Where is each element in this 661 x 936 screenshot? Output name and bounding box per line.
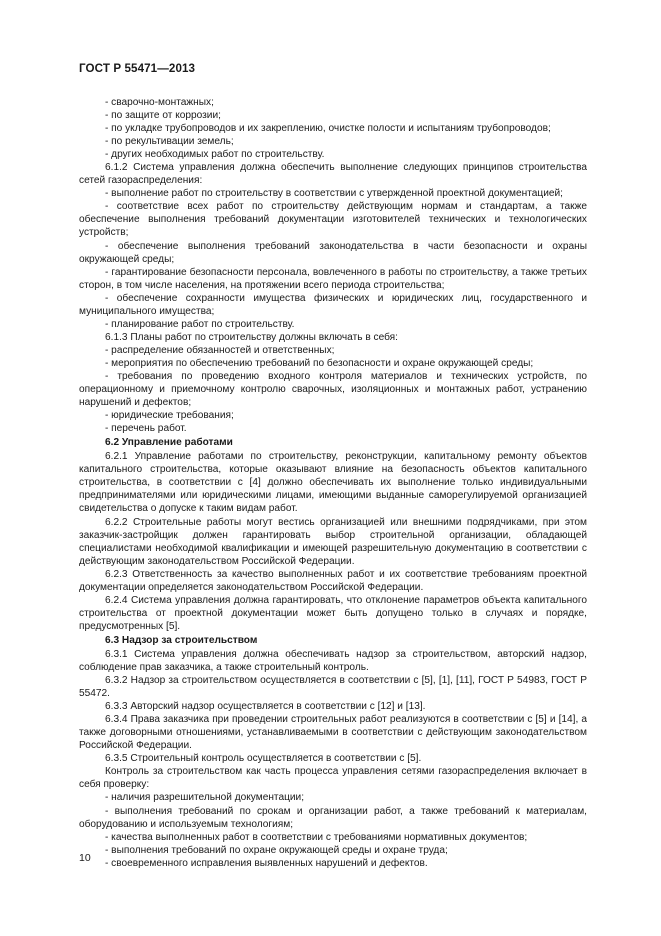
document-body (79, 96, 587, 870)
list-item: - по защите от коррозии; (105, 110, 221, 122)
paragraph: Контроль за строительством как часть процесса управления сетями газораспределения включает в себя проверку: (79, 766, 587, 791)
paragraph: 6.2.1 Управление работами по строительству, реконструкции, капитальному ремонту объектов капитального строительства, которые оказывают влияние на безопасность объектов капитального строительства, в соответствии с [4] должно обеспечивать их выполнение только индивидуальными предпринимателями или юридическими лицами, имеющими выданные саморегулируемой организацией свидетельства о допуске к таким видам работ. (79, 451, 587, 515)
list-item: - выполнения требований по срокам и организации работ, а также требований к материалам, оборудованию и используемым технологиям; (79, 805, 587, 830)
paragraph: 6.3.5 Строительный контроль осуществляется в соответствии с [5]. (105, 753, 422, 765)
list-item: - обеспечение выполнения требований законодательства в части безопасности и охраны окружающей среды; (79, 240, 587, 265)
list-item: - соответствие всех работ по строительству действующим нормам и стандартам, а также обеспечение выполнения требований документации изготовителей технических и технологических устройств; (79, 201, 587, 239)
list-item: - перечень работ. (105, 423, 187, 435)
list-item: - распределение обязанностей и ответственных; (105, 344, 335, 356)
document-header: ГОСТ Р 55471—2013 (79, 62, 196, 75)
list-item: - по рекультивации земель; (105, 136, 234, 148)
list-item: - наличия разрешительной документации; (105, 792, 305, 804)
list-item: - выполнение работ по строительству в соответствии с утвержденной проектной документацией; (105, 188, 563, 200)
paragraph: 6.2.4 Система управления должна гарантировать, что отклонение параметров объекта капитального строительства от проектной документации может быть допущено только в случаях и порядке, предусмотренных [5]. (79, 594, 587, 632)
paragraph: 6.3.2 Надзор за строительством осуществляется в соответствии с [5], [1], [11], ГОСТ Р 54983, ГОСТ Р 55472. (79, 675, 587, 700)
paragraph: 6.2.3 Ответственность за качество выполненных работ и их соответствие требованиям проектной документации определяется законодательством Российской Федерации. (79, 568, 587, 593)
list-item: - обеспечение сохранности имущества физических и юридических лиц, государственного и муниципального имущества; (79, 292, 587, 317)
list-item: - выполнения требований по охране окружающей среды и охране труда; (105, 844, 448, 856)
list-item: - качества выполненных работ в соответствии с требованиями нормативных документов; (105, 831, 528, 843)
paragraph: 6.1.2 Система управления должна обеспечить выполнение следующих принципов строительства сетей газораспределения: (79, 162, 587, 187)
list-item: - по укладке трубопроводов и их закреплению, очистке полости и испытаниям трубопроводов; (105, 123, 551, 135)
paragraph: 6.3.4 Права заказчика при проведении строительных работ реализуются в соответствии с [5] и [14], а также договорными отношениями, устанавливаемыми в соответствии с действующим законодательством Российской Федерации. (79, 714, 587, 752)
paragraph: 6.2.2 Строительные работы могут вестись организацией или внешними подрядчиками, при этом заказчик-застройщик должен гарантировать выбор строительной организации, обладающей специалистами необходимой квалификации и имеющей разрешительную документацию в соответствии с действующим законодательством Российской Федерации. (79, 516, 587, 567)
list-item: - других необходимых работ по строительству. (105, 149, 325, 161)
paragraph: 6.3.3 Авторский надзор осуществляется в соответствии с [12] и [13]. (105, 701, 426, 713)
section-heading: 6.3 Надзор за строительством (105, 634, 258, 646)
list-item: - требования по проведению входного контроля материалов и технических устройств, по операционному и приемочному контролю сварочных, изоляционных и монтажных работ, устранению нарушений и дефектов; (79, 370, 587, 409)
list-item: - сварочно-монтажных; (105, 97, 214, 108)
paragraph: 6.3.1 Система управления должна обеспечивать надзор за строительством, авторский надзор, соблюдение прав заказчика, а также строительный контроль. (79, 648, 587, 674)
list-item: - мероприятия по обеспечению требований по безопасности и охране окружающей среды; (105, 357, 534, 369)
page-number: 10 (79, 852, 91, 864)
list-item: - юридические требования; (105, 410, 234, 422)
list-item: - планирование работ по строительству. (105, 318, 295, 330)
list-item: - своевременного исправления выявленных нарушений и дефектов. (105, 857, 428, 869)
section-heading: 6.2 Управление работами (105, 437, 233, 449)
paragraph: 6.1.3 Планы работ по строительству должны включать в себя: (105, 331, 398, 343)
list-item: - гарантирование безопасности персонала, вовлеченного в работы по строительству, а также третьих сторон, в том числе населения, на протяжении всего периода строительства; (79, 266, 587, 291)
